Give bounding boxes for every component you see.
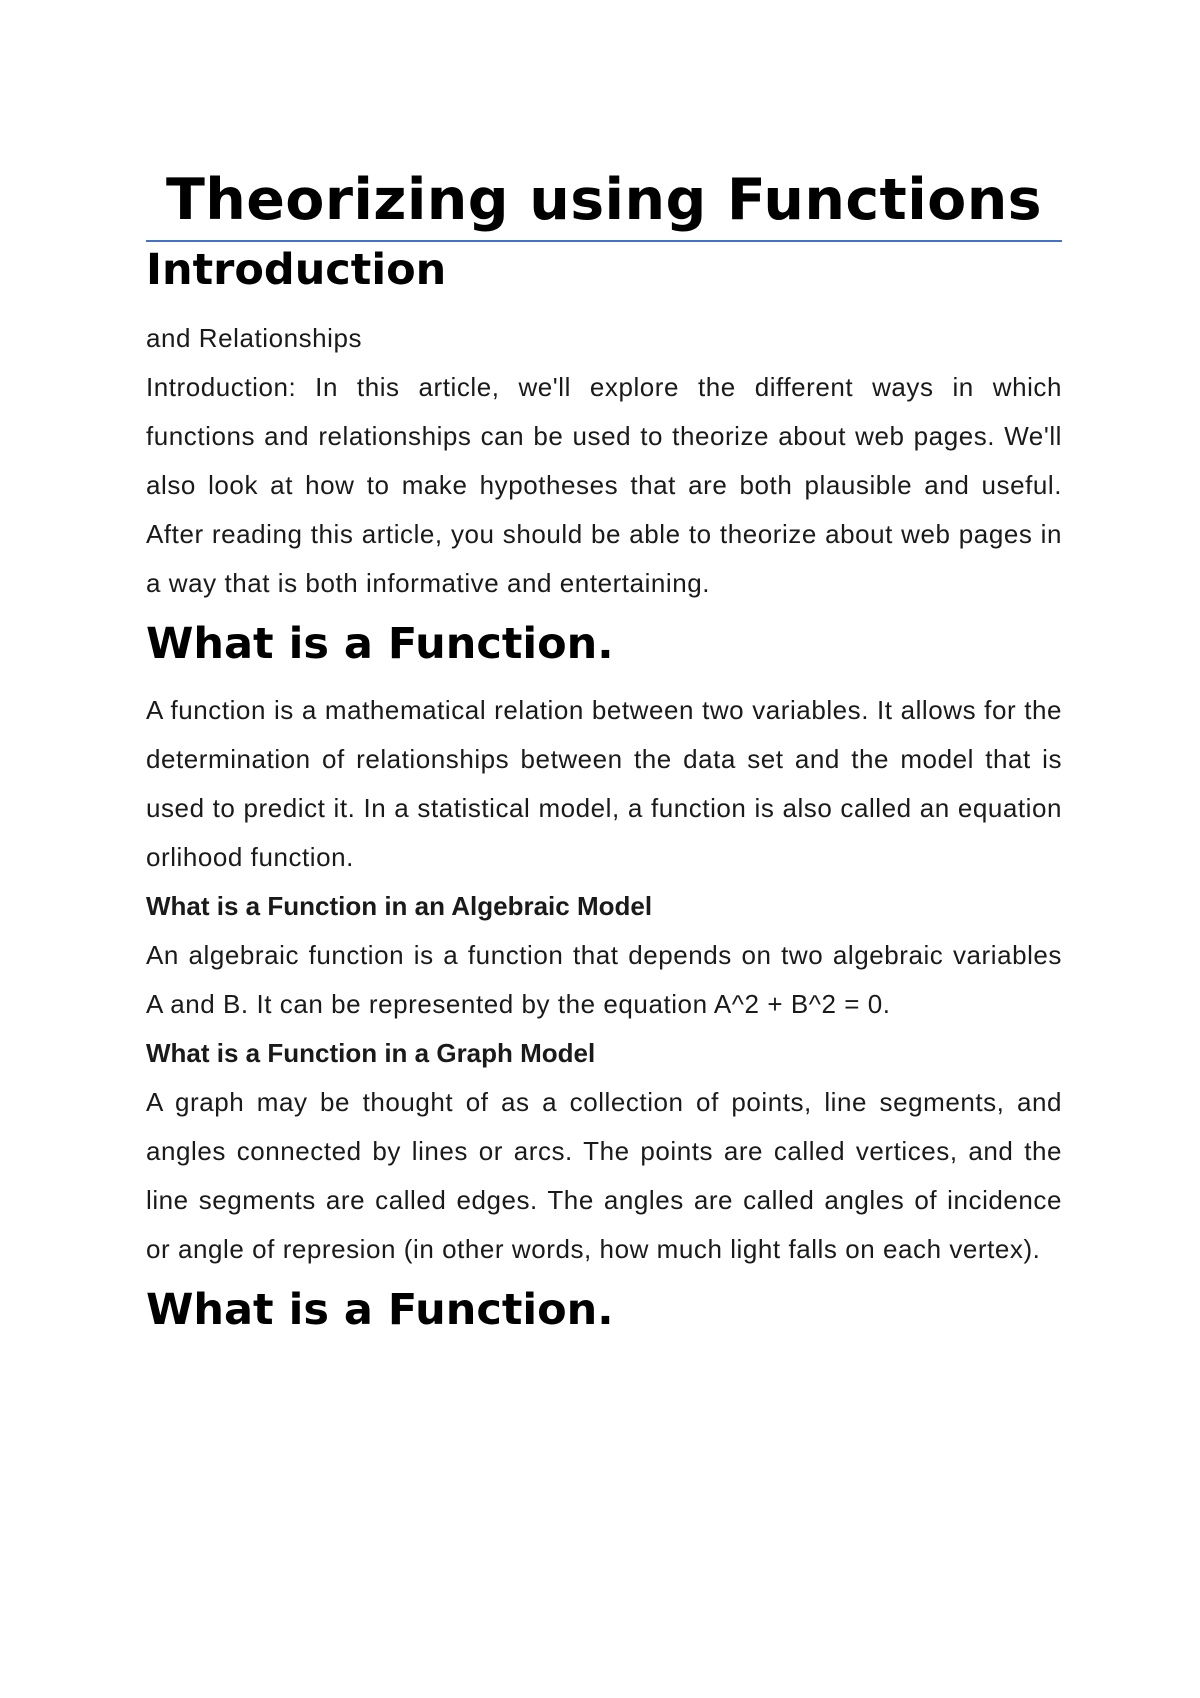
document-title: Theorizing using Functions [146,164,1062,242]
graph-model-heading: What is a Function in a Graph Model [146,1038,596,1068]
document-page [146,164,1062,1352]
function-definition-paragraph: A function is a mathematical relation between two variables. It allows for the determination of relationships between the data set and the model that is used to predict it. In a statistical model, a function is also called an equation orlihood function. [146,695,1062,872]
section-heading-what-is-function-repeat: What is a Function. [146,1285,614,1335]
intro-paragraph: Introduction: In this article, we'll explore the different ways in which functions and relationships can be used to theorize about web pages. We'll also look at how to make hypotheses that are both plausible and useful. After reading this article, you should be able to theorize about web pages in a way that is both informative and entertaining. [146,372,1062,598]
intro-subtitle: and Relationships [146,323,363,353]
algebraic-model-paragraph: An algebraic function is a function that depends on two algebraic variables A and B. It can be represented by the equation A^2 + B^2 = 0. [146,940,1062,1019]
section-heading-what-is-function: What is a Function. [146,619,614,669]
graph-model-paragraph: A graph may be thought of as a collection of points, line segments, and angles connected by lines or arcs. The points are called vertices, and the line segments are called edges. The angles are called angles of incidence or angle of represion (in other words, how much light falls on each vertex). [146,1087,1062,1264]
algebraic-model-heading: What is a Function in an Algebraic Model [146,891,653,921]
intro-heading: Introduction [146,245,447,295]
